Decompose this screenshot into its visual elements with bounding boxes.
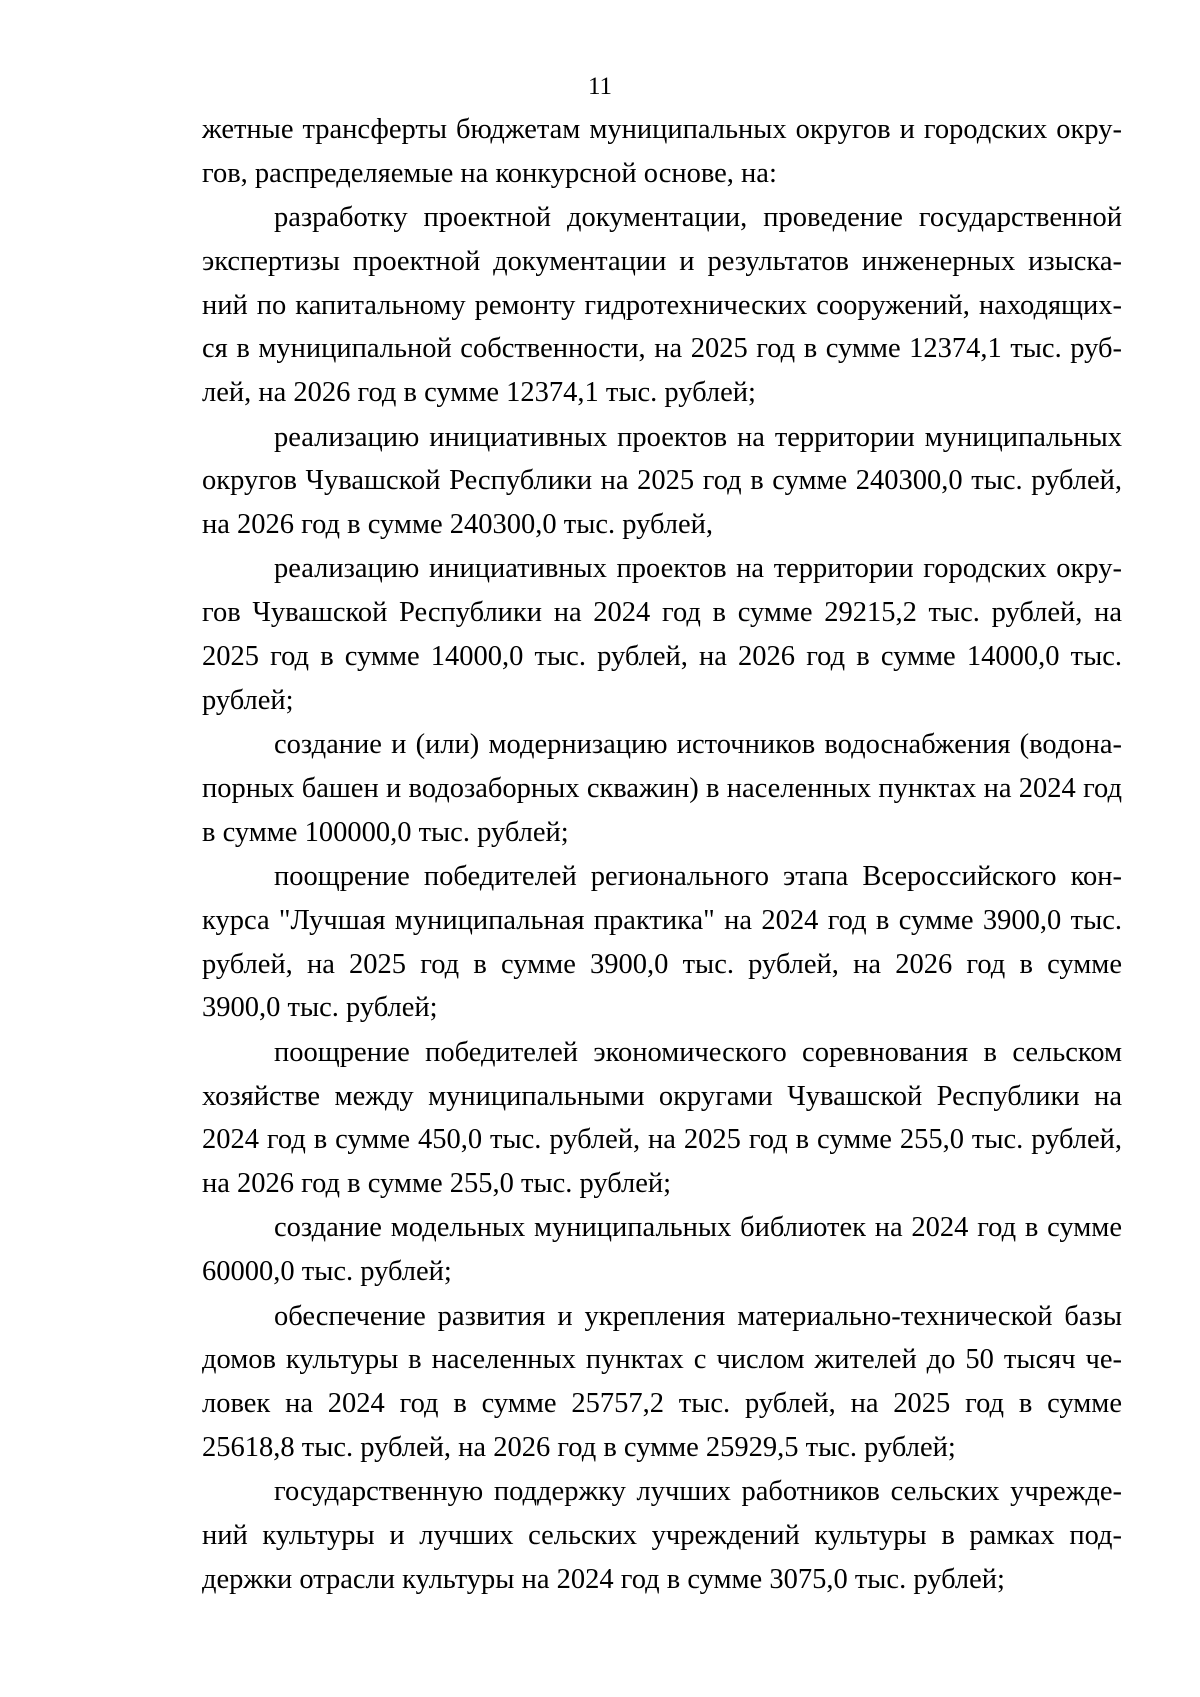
- text-line: 2025 год в сумме 14000,0 тыс. рублей, на 2026 год в сумме 14000,0 тыс.: [202, 641, 1122, 673]
- text-line: в сумме 100000,0 тыс. рублей;: [202, 816, 569, 848]
- text-line: хозяйстве между муниципальными округами Чувашской Республики на: [202, 1080, 1122, 1112]
- text-line: 3900,0 тыс. рублей;: [202, 992, 438, 1024]
- text-line: держки отрасли культуры на 2024 год в сумме 3075,0 тыс. рублей;: [202, 1563, 1005, 1595]
- text-line: 2024 год в сумме 450,0 тыс. рублей, на 2025 год в сумме 255,0 тыс. рублей,: [202, 1124, 1122, 1156]
- text-line: порных башен и водозаборных скважин) в населенных пунктах на 2024 год: [202, 772, 1122, 804]
- text-line: реализацию инициативных проектов на территории муниципальных: [274, 421, 1122, 453]
- paragraph: [202, 1206, 1122, 1294]
- text-line: поощрение победителей регионального этапа Всероссийского кон-: [274, 861, 1122, 893]
- text-line: домов культуры в населенных пунктах с числом жителей до 50 тысяч че-: [202, 1344, 1122, 1376]
- text-line: ний культуры и лучших сельских учреждений культуры в рамках под-: [202, 1520, 1122, 1551]
- paragraph: [202, 108, 1122, 196]
- paragraph: [202, 1470, 1122, 1601]
- text-line: создание и (или) модернизацию источников водоснабжения (водона-: [274, 729, 1122, 761]
- document-body: [202, 108, 1122, 1602]
- text-line: на 2026 год в сумме 240300,0 тыс. рублей,: [202, 509, 714, 541]
- paragraph: [202, 196, 1122, 415]
- text-line: курса "Лучшая муниципальная практика" на 2024 год в сумме 3900,0 тыс.: [202, 904, 1122, 936]
- paragraph: [202, 723, 1122, 854]
- text-line: гов, распределяемые на конкурсной основе, на:: [202, 157, 777, 189]
- paragraph: [202, 1295, 1122, 1470]
- text-line: рублей;: [202, 684, 294, 716]
- text-line: реализацию инициативных проектов на территории городских окру-: [274, 553, 1122, 585]
- paragraph: [202, 547, 1122, 722]
- text-line: 60000,0 тыс. рублей;: [202, 1256, 452, 1288]
- text-line: государственную поддержку лучших работников сельских учрежде-: [274, 1476, 1122, 1508]
- text-line: разработку проектной документации, проведение государственной: [274, 202, 1122, 234]
- text-line: рублей, на 2025 год в сумме 3900,0 тыс. рублей, на 2026 год в сумме: [202, 948, 1122, 980]
- page-number: 11: [587, 73, 613, 100]
- text-line: ний по капитальному ремонту гидротехнических сооружений, находящих-: [202, 289, 1122, 321]
- text-line: обеспечение развития и укрепления материально-технической базы: [274, 1300, 1122, 1332]
- text-line: экспертизы проектной документации и результатов инженерных изыска-: [202, 245, 1122, 277]
- paragraph: [202, 1031, 1122, 1206]
- text-line: 25618,8 тыс. рублей, на 2026 год в сумме 25929,5 тыс. рублей;: [202, 1431, 956, 1463]
- paragraph: [202, 855, 1122, 1030]
- text-line: жетные трансферты бюджетам муниципальных округов и городских окру-: [202, 114, 1122, 145]
- text-line: на 2026 год в сумме 255,0 тыс. рублей;: [202, 1168, 672, 1200]
- text-line: гов Чувашской Республики на 2024 год в сумме 29215,2 тыс. рублей, на: [202, 597, 1122, 629]
- paragraph: [202, 416, 1122, 547]
- text-line: поощрение победителей экономического соревнования в сельском: [274, 1036, 1122, 1068]
- text-line: ловек на 2024 год в сумме 25757,2 тыс. рублей, на 2025 год в сумме: [202, 1388, 1122, 1420]
- text-line: ся в муниципальной собственности, на 2025 год в сумме 12374,1 тыс. руб-: [202, 333, 1122, 365]
- text-line: создание модельных муниципальных библиотек на 2024 год в сумме: [274, 1212, 1122, 1244]
- text-line: округов Чувашской Республики на 2025 год в сумме 240300,0 тыс. рублей,: [202, 465, 1122, 497]
- text-line: лей, на 2026 год в сумме 12374,1 тыс. рублей;: [202, 377, 756, 409]
